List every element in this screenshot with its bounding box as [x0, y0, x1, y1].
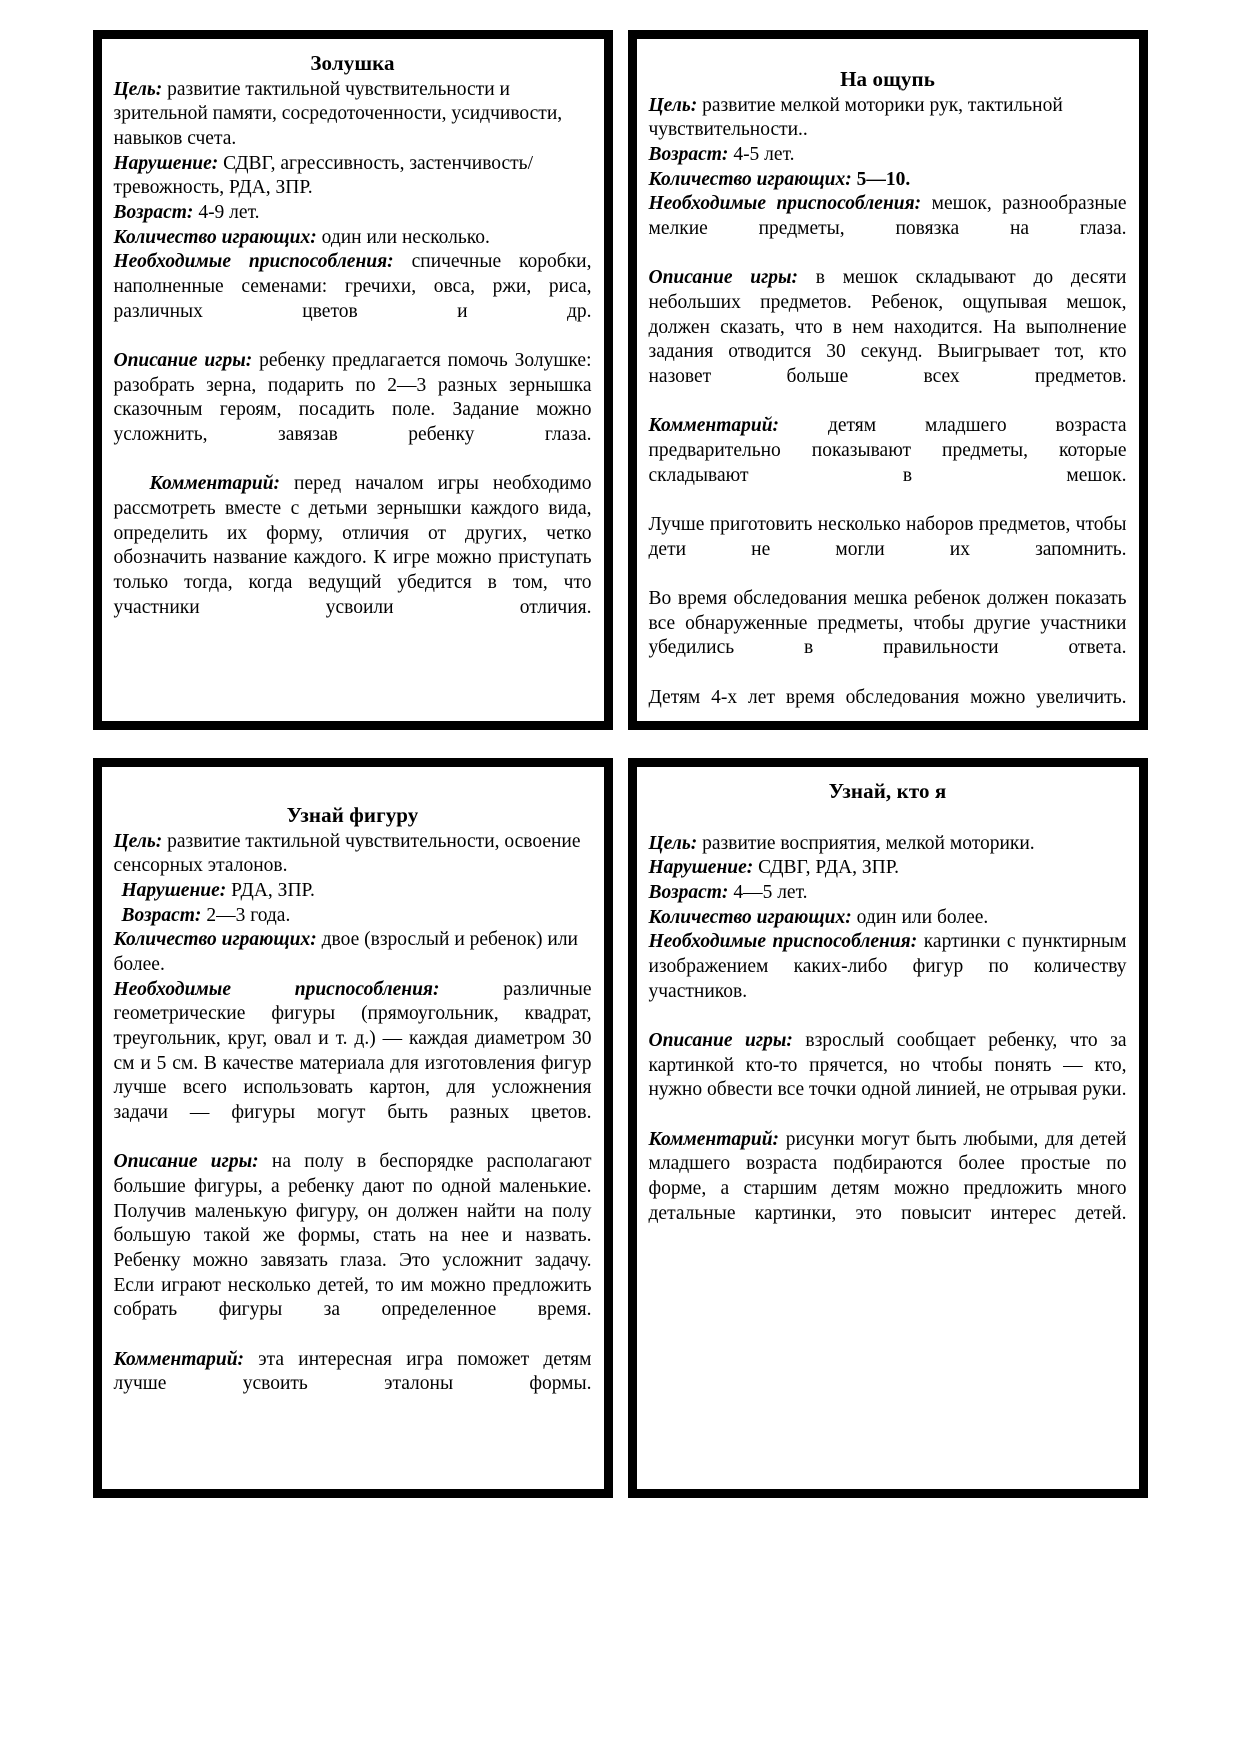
card-title: Узнай, кто я [828, 779, 947, 803]
section-label: Необходимые приспособления: [113, 251, 394, 273]
card-body [102, 767, 604, 1489]
section-text: 5—10. [851, 168, 911, 190]
card-sections [114, 830, 592, 1422]
section-text: 4-5 лет. [728, 144, 795, 166]
section-text: развитие тактильной чувствительности, освоение сенсорных эталонов. [113, 830, 581, 877]
game-card-na-oshchup [628, 30, 1148, 730]
section-text: Во время обследования мешка ребенок должен показать все обнаруженные предметы, чтобы другие участники убедились в правильности ответа. [648, 587, 1127, 659]
section-label: Цель: [648, 832, 698, 854]
card-body [637, 767, 1139, 1489]
card-title: На ощупь [840, 67, 935, 91]
section-text: развитие восприятия, мелкой моторики. [697, 832, 1035, 854]
section-label: Необходимые приспособления: [113, 978, 440, 1000]
card-section [114, 78, 592, 152]
card-section [649, 414, 1127, 513]
section-label: Возраст: [121, 904, 202, 926]
section-label: Количество играющих: [648, 168, 852, 190]
card-section [649, 587, 1127, 686]
section-text: один или несколько. [316, 226, 490, 248]
section-text: 4—5 лет. [728, 882, 808, 904]
card-section [114, 226, 592, 251]
card-sections [114, 78, 592, 645]
section-text: взрослый сообщает ребенку, что за картинкой кто-то прячется, но чтобы понять — кто, нужно обвести все точки одной линией, не отрывая руки. [648, 1030, 1127, 1101]
section-label: Нарушение: [121, 880, 227, 902]
section-text: на полу в беспорядке располагают большие фигуры, а ребенку дают по одной маленькие. Получив маленькую фигуру, он должен найти на полу большую такой же формы, стать на нее и назвать. Ребенку можно завязать глаза. Это усложнит задачу. Если играют несколько детей, то им можно предложить собрать фигуры за определенное время. [113, 1151, 592, 1321]
section-label: Количество играющих: [648, 906, 852, 928]
section-label: Возраст: [113, 202, 194, 224]
card-section [649, 686, 1127, 721]
section-text: СДВГ, агрессивность, застенчивость/тревожность, РДА, ЗПР. [113, 152, 533, 199]
section-label: Описание игры: [648, 1030, 793, 1052]
section-label: Возраст: [648, 882, 729, 904]
card-section [649, 906, 1127, 931]
section-label: Описание игры: [113, 1151, 259, 1173]
section-label: Описание игры: [648, 267, 799, 289]
section-label: Комментарий: [648, 415, 780, 437]
section-label: Нарушение: [113, 152, 219, 174]
card-section [114, 879, 592, 904]
card-title: Узнай фигуру [286, 803, 419, 827]
card-section [649, 1029, 1127, 1128]
section-text: РДА, ЗПР. [226, 880, 315, 902]
section-text: Детям 4-х лет время обследования можно увеличить. [648, 686, 1127, 708]
section-text: развитие тактильной чувствительности и зрительной памяти, сосредоточенности, усидчивости, навыков счета. [113, 78, 563, 150]
section-label: Описание игры: [113, 349, 253, 371]
card-section [649, 266, 1127, 414]
section-text: картинки с пунктирным изображением каких-либо фигур по количеству участников. [648, 931, 1127, 1002]
card-section [649, 168, 1127, 193]
card-sections [649, 94, 1127, 721]
game-card-uznay-kto-ya [628, 758, 1148, 1498]
card-body [637, 39, 1139, 721]
section-label: Цель: [648, 94, 698, 116]
card-section [114, 250, 592, 349]
card-section [114, 1348, 592, 1422]
section-text: мешок, разнообразные мелкие предметы, повязка на глаза. [648, 193, 1127, 240]
section-label: Необходимые приспособления: [648, 193, 922, 215]
cards-grid [40, 30, 1200, 1498]
card-section [114, 1150, 592, 1347]
section-text: перед началом игры необходимо рассмотреть вместе с детьми зернышки каждого вида, определить их форму, отличия от других, четко обозначить название каждого. К игре можно приступать только тогда, когда ведущий убедится в том, что участники усвоили отличия. [113, 473, 592, 618]
card-section [114, 830, 592, 879]
section-text: двое (взрослый и ребенок) или более. [113, 929, 578, 976]
card-sections [649, 832, 1127, 1251]
game-card-zolushka [93, 30, 613, 730]
card-section [114, 978, 592, 1151]
card-section [114, 152, 592, 201]
card-section [649, 930, 1127, 1029]
section-label: Возраст: [648, 144, 729, 166]
section-text: рисунки могут быть любыми, для детей младшего возраста подбираются более простые по форме, а старшим детям можно предложить много детальные картинки, это повысит интерес детей. [648, 1128, 1127, 1224]
card-title: Золушка [310, 51, 395, 75]
card-body [102, 39, 604, 721]
section-text: детям младшего возраста предварительно показывают предметы, которые складывают в мешок. [648, 415, 1127, 486]
section-label: Комментарий: [149, 473, 281, 495]
card-section [649, 192, 1127, 266]
section-text: СДВГ, РДА, ЗПР. [753, 857, 899, 879]
section-label: Комментарий: [648, 1128, 780, 1150]
card-section [649, 94, 1127, 143]
card-section [649, 856, 1127, 881]
section-text: в мешок складывают до десяти небольших предметов. Ребенок, ощупывая мешок, должен сказать, что в нем находится. На выполнение задания отводится 30 секунд. Выигрывает тот, кто назовет больше всех предметов. [648, 267, 1127, 387]
card-section [649, 143, 1127, 168]
section-label: Цель: [113, 78, 163, 100]
card-section [649, 832, 1127, 857]
section-text: 4-9 лет. [193, 202, 260, 224]
section-label: Нарушение: [648, 857, 754, 879]
card-section [114, 472, 592, 645]
section-label: Количество играющих: [113, 226, 317, 248]
section-label: Количество играющих: [113, 929, 317, 951]
section-label: Цель: [113, 830, 163, 852]
game-card-uznay-figuru [93, 758, 613, 1498]
section-text: развитие мелкой моторики рук, тактильной чувствительности.. [648, 94, 1063, 141]
section-text: один или более. [851, 906, 989, 928]
section-text: 2—3 года. [201, 904, 291, 926]
section-label: Комментарий: [113, 1348, 245, 1370]
card-section [114, 928, 592, 977]
section-label: Необходимые приспособления: [648, 931, 918, 953]
card-section [114, 904, 592, 929]
card-section [114, 201, 592, 226]
section-text: Лучше приготовить несколько наборов предметов, чтобы дети не могли их запомнить. [648, 513, 1127, 560]
card-section [649, 513, 1127, 587]
section-text: эта интересная игра поможет детям лучше усвоить эталоны формы. [113, 1348, 592, 1395]
section-text: ребенку предлагается помочь Золушке: разобрать зерна, подарить по 2—3 разных зернышка сказочным героям, посадить поле. Задание можно усложнить, завязав ребенку глаза. [113, 349, 592, 445]
card-section [114, 349, 592, 472]
section-text: различные геометрические фигуры (прямоугольник, квадрат, треугольник, круг, овал и т. д.) — каждая диаметром 30 см и 5 см. В качестве материала для изготовления фигур лучше всего использовать картон, для усложнения задачи — фигуры могут быть разных цветов. [113, 978, 592, 1123]
card-section [649, 881, 1127, 906]
card-section [649, 1128, 1127, 1251]
section-text: спичечные коробки, наполненные семенами: гречихи, овса, ржи, риса, различных цветов и др. [113, 251, 592, 322]
